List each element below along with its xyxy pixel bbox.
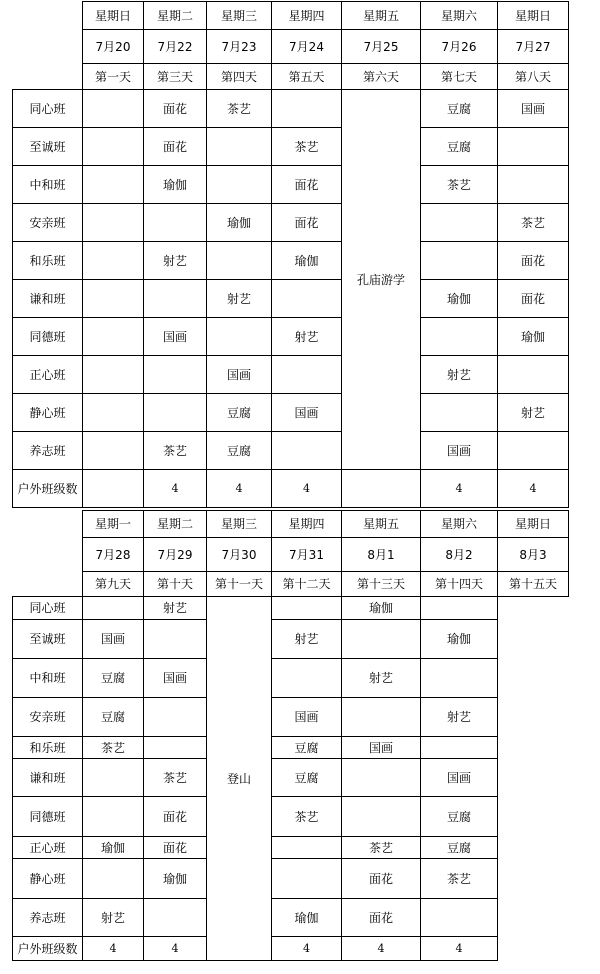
activity-cell: 瑜伽	[207, 204, 272, 242]
activity-cell: 面花	[272, 204, 342, 242]
class-name: 中和班	[13, 166, 83, 204]
activity-cell	[83, 797, 144, 837]
activity-cell: 瑜伽	[272, 899, 342, 937]
day-index-header: 第八天	[498, 64, 569, 90]
activity-cell	[83, 759, 144, 797]
weekday-header: 星期日	[498, 511, 569, 538]
activity-cell: 豆腐	[83, 659, 144, 698]
activity-cell	[144, 899, 207, 937]
activity-cell: 瑜伽	[144, 859, 207, 899]
outdoor-count-cell	[83, 470, 144, 508]
activity-cell	[421, 899, 498, 937]
activity-cell: 瑜伽	[342, 597, 421, 620]
activity-cell: 面花	[498, 280, 569, 318]
empty-cell	[498, 620, 569, 659]
activity-cell: 面花	[272, 166, 342, 204]
activity-cell: 射艺	[83, 899, 144, 937]
activity-cell	[421, 204, 498, 242]
activity-cell: 瑜伽	[83, 837, 144, 859]
activity-cell: 瑜伽	[498, 318, 569, 356]
date-header: 8月1	[342, 538, 421, 572]
class-name: 静心班	[13, 859, 83, 899]
activity-cell	[83, 859, 144, 899]
date-header: 7月22	[144, 30, 207, 64]
day-index-header: 第十三天	[342, 572, 421, 597]
outdoor-count-row	[13, 470, 569, 508]
activity-cell	[421, 597, 498, 620]
class-row	[13, 698, 569, 737]
outdoor-count-cell	[342, 470, 421, 508]
weekday-header: 星期一	[83, 511, 144, 538]
activity-cell: 面花	[342, 859, 421, 899]
class-row	[13, 280, 569, 318]
activity-cell: 豆腐	[421, 128, 498, 166]
day-index-header: 第十天	[144, 572, 207, 597]
date-header: 7月27	[498, 30, 569, 64]
outdoor-count-cell: 4	[272, 937, 342, 961]
activity-cell	[272, 432, 342, 470]
activity-cell: 国画	[421, 759, 498, 797]
activity-cell	[421, 394, 498, 432]
class-name: 中和班	[13, 659, 83, 698]
outdoor-count-cell: 4	[144, 470, 207, 508]
activity-cell: 国画	[421, 432, 498, 470]
outdoor-count-label: 户外班级数	[13, 470, 83, 508]
activity-cell: 瑜伽	[421, 620, 498, 659]
date-header: 7月30	[207, 538, 272, 572]
activity-cell	[83, 166, 144, 204]
activity-cell	[83, 432, 144, 470]
activity-cell	[342, 759, 421, 797]
activity-cell	[207, 318, 272, 356]
weekday-header: 星期三	[207, 511, 272, 538]
activity-cell: 射艺	[272, 318, 342, 356]
date-header: 7月23	[207, 30, 272, 64]
weekday-header: 星期四	[272, 2, 342, 30]
day-index-header: 第三天	[144, 64, 207, 90]
activity-cell: 豆腐	[272, 759, 342, 797]
date-header: 8月3	[498, 538, 569, 572]
activity-cell: 茶艺	[342, 837, 421, 859]
class-name: 静心班	[13, 394, 83, 432]
weekday-header: 星期四	[272, 511, 342, 538]
empty-cell	[498, 597, 569, 620]
outdoor-count-cell: 4	[342, 937, 421, 961]
activity-cell: 豆腐	[207, 432, 272, 470]
activity-cell: 射艺	[207, 280, 272, 318]
activity-cell	[144, 356, 207, 394]
activity-cell: 豆腐	[421, 797, 498, 837]
schedule-table-week2	[12, 510, 569, 961]
activity-cell: 豆腐	[83, 698, 144, 737]
activity-cell	[207, 166, 272, 204]
activity-cell: 国画	[144, 659, 207, 698]
class-row	[13, 899, 569, 937]
activity-cell: 射艺	[272, 620, 342, 659]
class-row	[13, 432, 569, 470]
activity-cell: 面花	[144, 128, 207, 166]
activity-cell	[83, 597, 144, 620]
activity-cell	[207, 242, 272, 280]
activity-cell: 面花	[342, 899, 421, 937]
class-name: 养志班	[13, 899, 83, 937]
class-row	[13, 394, 569, 432]
activity-cell	[272, 280, 342, 318]
activity-cell: 茶艺	[421, 166, 498, 204]
empty-cell	[498, 937, 569, 961]
activity-cell: 国画	[83, 620, 144, 659]
outdoor-count-label: 户外班级数	[13, 937, 83, 961]
activity-cell: 茶艺	[144, 759, 207, 797]
outdoor-count-cell: 4	[498, 470, 569, 508]
day-index-header: 第六天	[342, 64, 421, 90]
outdoor-count-cell: 4	[421, 470, 498, 508]
day-index-header: 第七天	[421, 64, 498, 90]
activity-cell	[342, 620, 421, 659]
corner-blank	[13, 511, 83, 538]
activity-cell: 国画	[272, 394, 342, 432]
activity-cell: 瑜伽	[144, 166, 207, 204]
activity-cell: 射艺	[342, 659, 421, 698]
weekday-header: 星期三	[207, 2, 272, 30]
activity-cell: 射艺	[421, 356, 498, 394]
class-row	[13, 659, 569, 698]
day-index-header: 第十四天	[421, 572, 498, 597]
activity-cell: 射艺	[498, 394, 569, 432]
activity-cell	[272, 837, 342, 859]
empty-cell	[498, 837, 569, 859]
day-index-header: 第十二天	[272, 572, 342, 597]
weekday-header: 星期六	[421, 511, 498, 538]
activity-cell: 面花	[498, 242, 569, 280]
class-name: 谦和班	[13, 759, 83, 797]
activity-cell	[498, 128, 569, 166]
class-name: 同德班	[13, 797, 83, 837]
class-row	[13, 620, 569, 659]
class-name: 同德班	[13, 318, 83, 356]
activity-cell	[144, 620, 207, 659]
activity-cell	[144, 280, 207, 318]
activity-cell	[83, 356, 144, 394]
empty-cell	[498, 759, 569, 797]
activity-cell: 面花	[144, 797, 207, 837]
day-index-header: 第十一天	[207, 572, 272, 597]
schedule-table-week1	[12, 1, 569, 508]
class-row	[13, 242, 569, 280]
activity-cell	[498, 356, 569, 394]
activity-cell	[272, 659, 342, 698]
empty-cell	[498, 859, 569, 899]
activity-cell: 国画	[144, 318, 207, 356]
merged-activity-cell: 登山	[207, 597, 272, 961]
activity-cell: 射艺	[144, 242, 207, 280]
activity-cell	[83, 204, 144, 242]
activity-cell	[272, 356, 342, 394]
day-index-header: 第一天	[83, 64, 144, 90]
empty-cell	[498, 899, 569, 937]
class-name: 同心班	[13, 597, 83, 620]
day-index-header: 第十五天	[498, 572, 569, 597]
corner-blank	[13, 572, 83, 597]
class-name: 至诚班	[13, 128, 83, 166]
activity-cell	[342, 797, 421, 837]
outdoor-count-cell: 4	[421, 937, 498, 961]
class-name: 安亲班	[13, 698, 83, 737]
weekday-header: 星期五	[342, 2, 421, 30]
date-header: 7月29	[144, 538, 207, 572]
activity-cell	[83, 128, 144, 166]
activity-cell: 茶艺	[144, 432, 207, 470]
outdoor-count-cell: 4	[272, 470, 342, 508]
class-row	[13, 737, 569, 759]
activity-cell: 豆腐	[207, 394, 272, 432]
activity-cell	[342, 698, 421, 737]
outdoor-count-row	[13, 937, 569, 961]
weekday-header: 星期二	[144, 511, 207, 538]
class-row	[13, 597, 569, 620]
corner-blank	[13, 64, 83, 90]
activity-cell	[498, 166, 569, 204]
weekday-header: 星期日	[83, 2, 144, 30]
class-row	[13, 166, 569, 204]
class-name: 安亲班	[13, 204, 83, 242]
date-header: 8月2	[421, 538, 498, 572]
date-header: 7月28	[83, 538, 144, 572]
weekday-header: 星期日	[498, 2, 569, 30]
activity-cell: 茶艺	[498, 204, 569, 242]
outdoor-count-cell: 4	[144, 937, 207, 961]
class-row	[13, 837, 569, 859]
activity-cell	[144, 394, 207, 432]
activity-cell: 国画	[272, 698, 342, 737]
weekday-header: 星期六	[421, 2, 498, 30]
activity-cell	[83, 318, 144, 356]
activity-cell: 豆腐	[272, 737, 342, 759]
empty-cell	[498, 659, 569, 698]
date-header: 7月26	[421, 30, 498, 64]
activity-cell	[83, 280, 144, 318]
class-name: 谦和班	[13, 280, 83, 318]
class-row	[13, 356, 569, 394]
class-name: 和乐班	[13, 737, 83, 759]
activity-cell: 国画	[498, 90, 569, 128]
activity-cell	[421, 737, 498, 759]
activity-cell: 茶艺	[207, 90, 272, 128]
activity-cell: 茶艺	[272, 128, 342, 166]
activity-cell: 茶艺	[421, 859, 498, 899]
class-name: 正心班	[13, 356, 83, 394]
class-name: 同心班	[13, 90, 83, 128]
activity-cell: 茶艺	[272, 797, 342, 837]
date-header: 7月25	[342, 30, 421, 64]
empty-cell	[498, 797, 569, 837]
date-header: 7月20	[83, 30, 144, 64]
activity-cell	[498, 432, 569, 470]
class-row	[13, 759, 569, 797]
class-row	[13, 128, 569, 166]
activity-cell	[83, 394, 144, 432]
activity-cell: 瑜伽	[421, 280, 498, 318]
class-row	[13, 318, 569, 356]
weekday-header: 星期二	[144, 2, 207, 30]
activity-cell	[144, 737, 207, 759]
class-row	[13, 90, 569, 128]
weekday-header: 星期五	[342, 511, 421, 538]
empty-cell	[498, 737, 569, 759]
activity-cell	[421, 659, 498, 698]
activity-cell	[421, 242, 498, 280]
corner-blank	[13, 538, 83, 572]
activity-cell: 面花	[144, 837, 207, 859]
activity-cell	[272, 90, 342, 128]
class-name: 正心班	[13, 837, 83, 859]
outdoor-count-cell: 4	[207, 470, 272, 508]
merged-activity-cell: 孔庙游学	[342, 90, 421, 470]
date-header: 7月31	[272, 538, 342, 572]
activity-cell	[272, 597, 342, 620]
class-name: 养志班	[13, 432, 83, 470]
activity-cell: 射艺	[421, 698, 498, 737]
activity-cell	[421, 318, 498, 356]
activity-cell: 豆腐	[421, 837, 498, 859]
class-name: 至诚班	[13, 620, 83, 659]
activity-cell: 面花	[144, 90, 207, 128]
activity-cell	[144, 698, 207, 737]
activity-cell: 射艺	[144, 597, 207, 620]
activity-cell: 国画	[342, 737, 421, 759]
outdoor-count-cell: 4	[83, 937, 144, 961]
class-row	[13, 204, 569, 242]
date-header: 7月24	[272, 30, 342, 64]
activity-cell	[144, 204, 207, 242]
day-index-header: 第五天	[272, 64, 342, 90]
activity-cell	[272, 859, 342, 899]
activity-cell	[83, 242, 144, 280]
corner-blank	[13, 2, 83, 30]
activity-cell: 国画	[207, 356, 272, 394]
activity-cell	[83, 90, 144, 128]
day-index-header: 第四天	[207, 64, 272, 90]
day-index-header: 第九天	[83, 572, 144, 597]
activity-cell	[207, 128, 272, 166]
class-name: 和乐班	[13, 242, 83, 280]
activity-cell: 茶艺	[83, 737, 144, 759]
corner-blank	[13, 30, 83, 64]
class-row	[13, 797, 569, 837]
empty-cell	[498, 698, 569, 737]
activity-cell: 豆腐	[421, 90, 498, 128]
class-row	[13, 859, 569, 899]
activity-cell: 瑜伽	[272, 242, 342, 280]
